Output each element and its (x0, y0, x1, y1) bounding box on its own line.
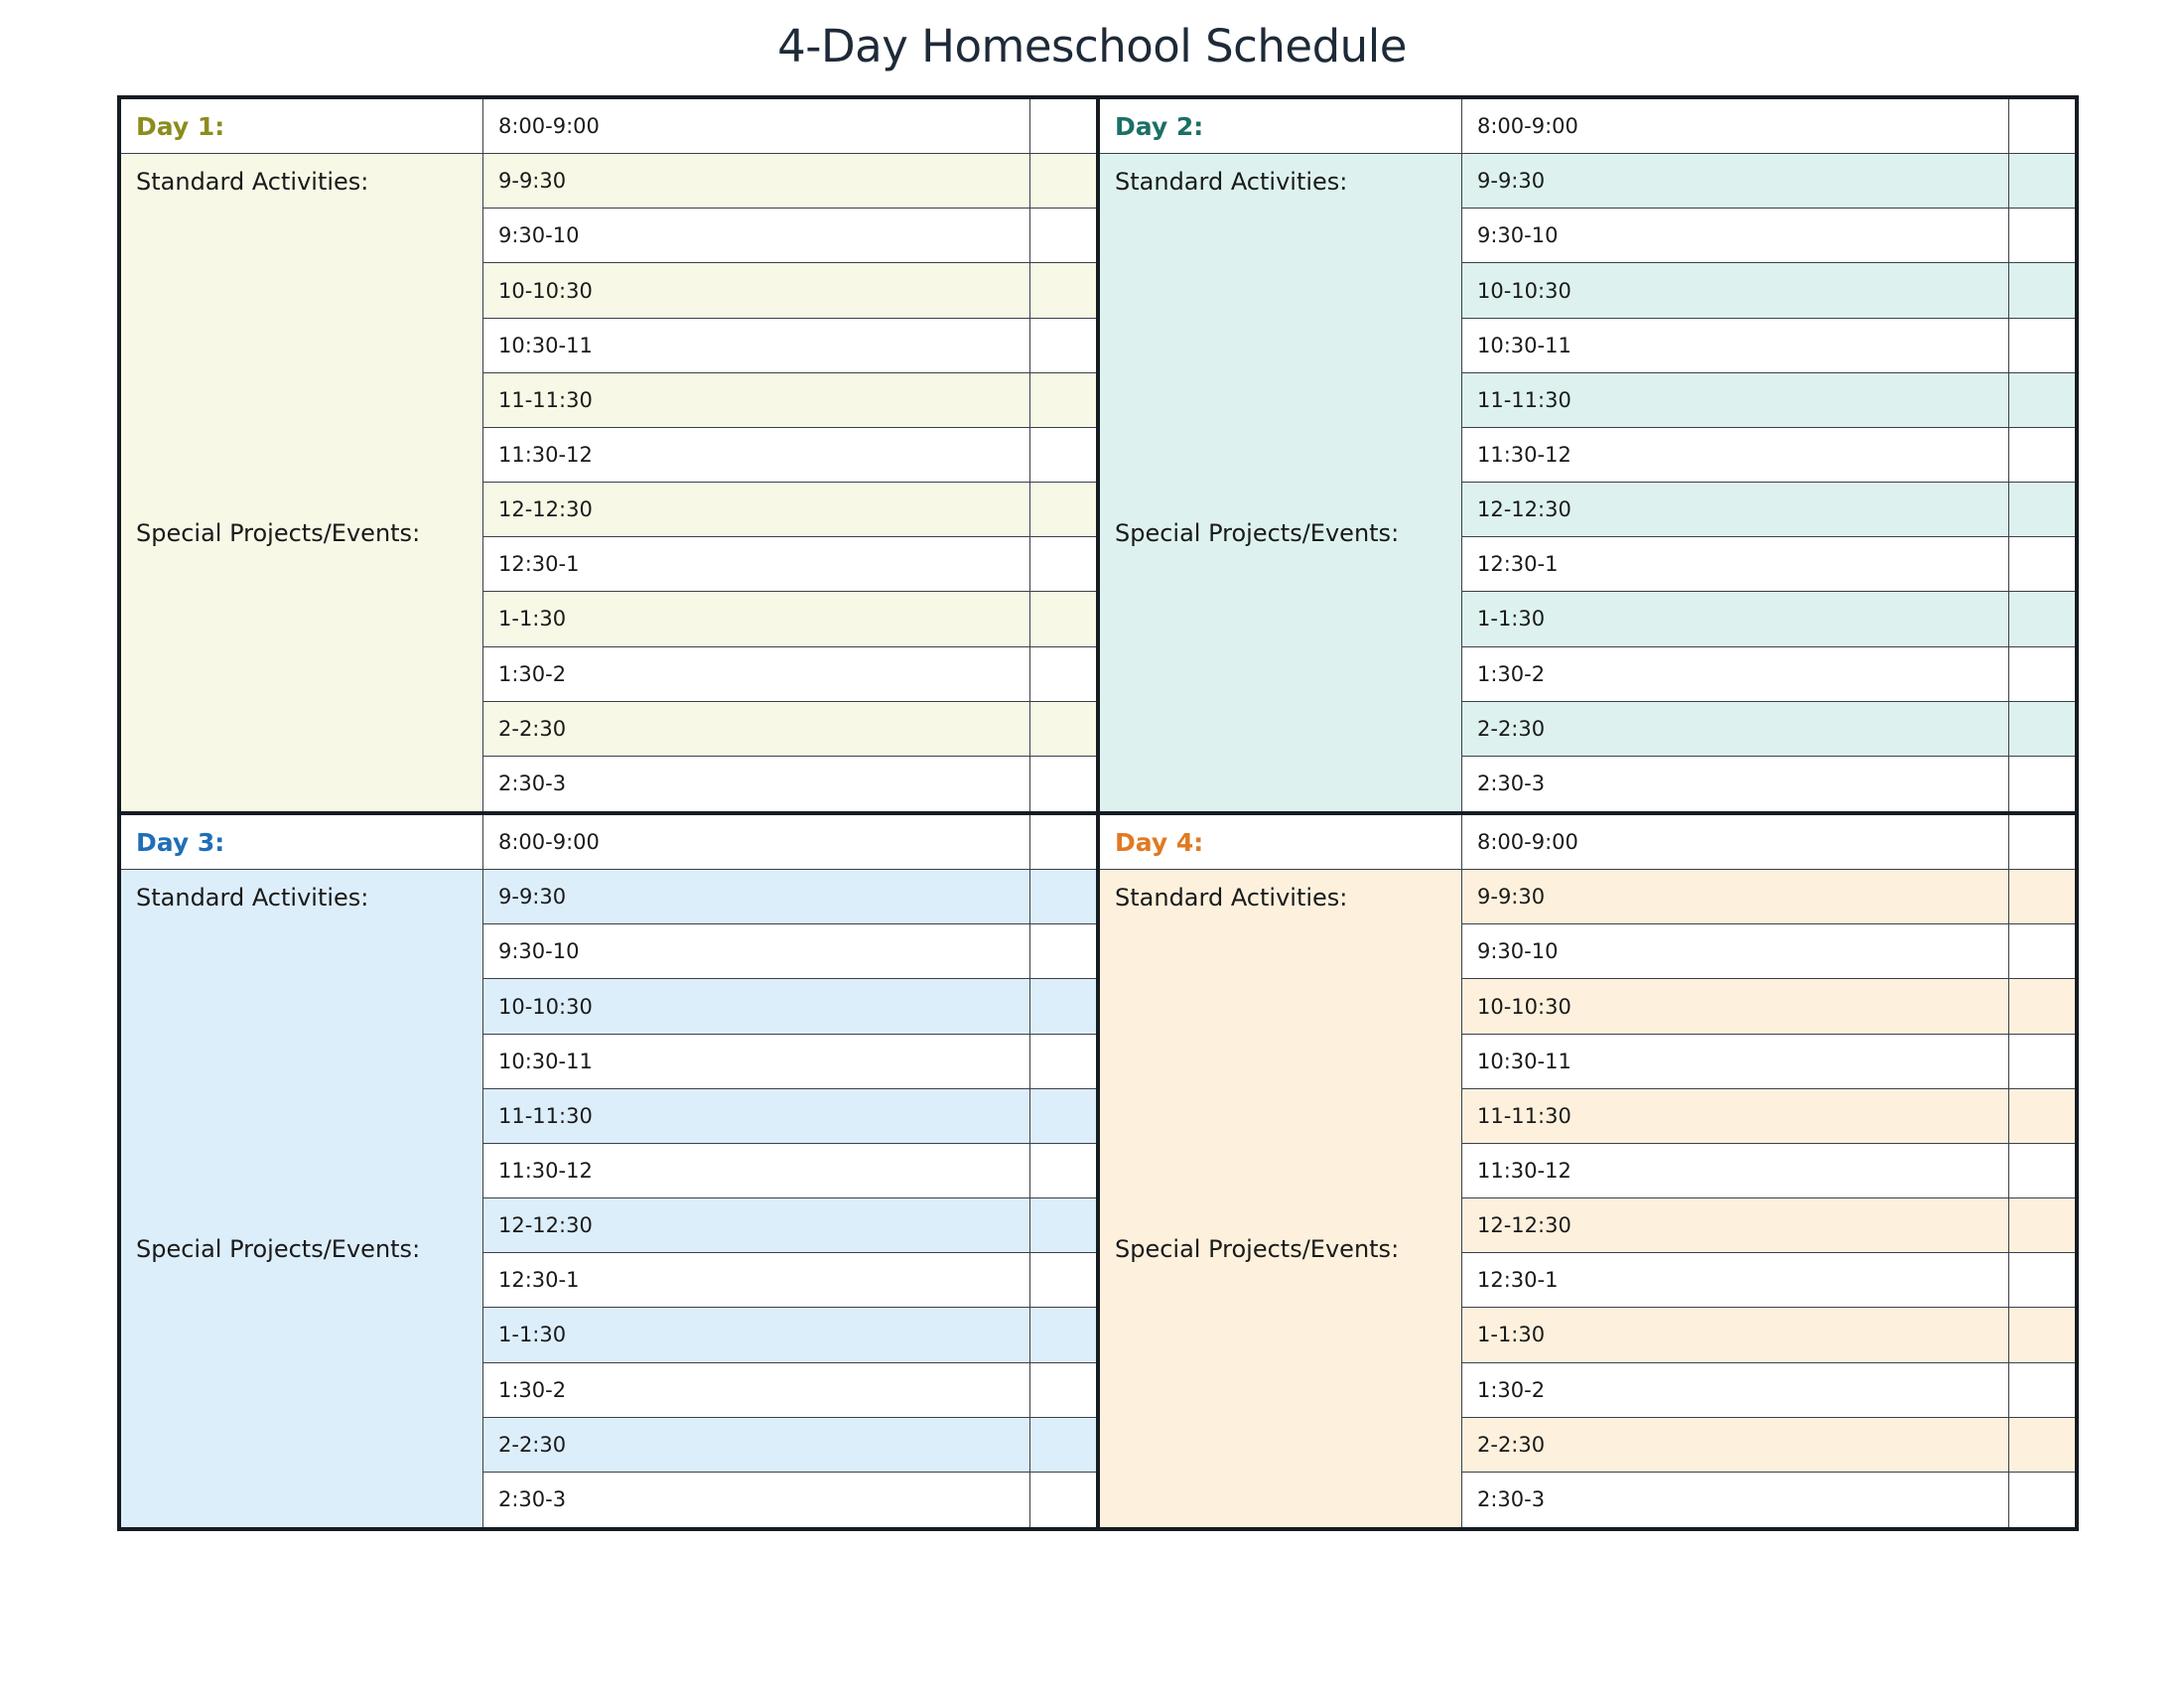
time-slot: 10-10:30 (1462, 979, 2009, 1034)
time-slot: 10:30-11 (1462, 1035, 2009, 1089)
day-label: Day 1: (121, 99, 483, 154)
time-slot: 8:00-9:00 (1462, 99, 2009, 154)
check-cell[interactable] (1030, 154, 1096, 209)
time-slot: 12-12:30 (1462, 483, 2009, 537)
check-cell[interactable] (2009, 979, 2075, 1034)
time-slot: 11-11:30 (1462, 373, 2009, 428)
time-slot: 11-11:30 (483, 373, 1030, 428)
time-slot: 8:00-9:00 (1462, 815, 2009, 870)
day-label: Day 4: (1100, 815, 1462, 870)
check-cell[interactable] (2009, 1253, 2075, 1308)
check-cell[interactable] (1030, 1418, 1096, 1473)
check-cell[interactable] (1030, 483, 1096, 537)
check-cell[interactable] (1030, 99, 1096, 154)
time-slot: 11:30-12 (1462, 1144, 2009, 1198)
check-cell[interactable] (1030, 1308, 1096, 1362)
time-slot: 11:30-12 (1462, 428, 2009, 483)
time-slot: 2-2:30 (483, 702, 1030, 757)
check-cell[interactable] (1030, 979, 1096, 1034)
time-slot: 9-9:30 (1462, 870, 2009, 924)
check-cell[interactable] (2009, 1089, 2075, 1144)
time-slot: 9-9:30 (1462, 154, 2009, 209)
standard-activities-label: Standard Activities: (1115, 168, 1348, 197)
check-cell[interactable] (1030, 702, 1096, 757)
day-block (121, 99, 1098, 813)
time-slot: 12:30-1 (1462, 537, 2009, 592)
check-cell[interactable] (2009, 209, 2075, 263)
time-slot: 2-2:30 (1462, 1418, 2009, 1473)
check-cell[interactable] (2009, 1198, 2075, 1253)
check-cell[interactable] (1030, 924, 1096, 979)
check-cell[interactable] (1030, 1198, 1096, 1253)
check-cell[interactable] (1030, 263, 1096, 318)
time-slot: 11:30-12 (483, 428, 1030, 483)
check-cell[interactable] (2009, 1363, 2075, 1418)
time-slot: 12:30-1 (1462, 1253, 2009, 1308)
schedule-grid (117, 95, 2079, 1531)
time-slot: 10:30-11 (483, 1035, 1030, 1089)
check-cell[interactable] (2009, 1418, 2075, 1473)
check-cell[interactable] (2009, 263, 2075, 318)
check-cell[interactable] (1030, 1035, 1096, 1089)
time-slot: 1-1:30 (1462, 1308, 2009, 1362)
special-projects-label: Special Projects/Events: (136, 519, 421, 548)
time-slot: 9:30-10 (1462, 924, 2009, 979)
check-cell[interactable] (2009, 592, 2075, 646)
time-slot: 8:00-9:00 (483, 815, 1030, 870)
check-cell[interactable] (2009, 483, 2075, 537)
check-cell[interactable] (2009, 702, 2075, 757)
check-cell[interactable] (2009, 1144, 2075, 1198)
time-slot: 2-2:30 (483, 1418, 1030, 1473)
check-cell[interactable] (2009, 815, 2075, 870)
check-cell[interactable] (1030, 428, 1096, 483)
page-title: 4-Day Homeschool Schedule (777, 20, 1407, 72)
time-slot: 12-12:30 (1462, 1198, 2009, 1253)
check-cell[interactable] (1030, 1473, 1096, 1527)
time-slot: 1-1:30 (483, 1308, 1030, 1362)
check-cell[interactable] (2009, 647, 2075, 702)
time-slot: 8:00-9:00 (483, 99, 1030, 154)
day-label: Day 3: (121, 815, 483, 870)
activity-notes-area[interactable] (121, 870, 483, 1527)
time-slot: 12-12:30 (483, 1198, 1030, 1253)
check-cell[interactable] (2009, 99, 2075, 154)
time-slot: 2-2:30 (1462, 702, 2009, 757)
check-cell[interactable] (2009, 870, 2075, 924)
standard-activities-label: Standard Activities: (136, 884, 369, 913)
time-slot: 1-1:30 (483, 592, 1030, 646)
check-cell[interactable] (2009, 373, 2075, 428)
check-cell[interactable] (1030, 1144, 1096, 1198)
day-block (1098, 99, 2075, 813)
check-cell[interactable] (2009, 537, 2075, 592)
activity-notes-area[interactable] (1100, 154, 1462, 811)
day-block (1098, 813, 2075, 1527)
check-cell[interactable] (2009, 319, 2075, 373)
time-slot: 2:30-3 (1462, 757, 2009, 811)
check-cell[interactable] (1030, 209, 1096, 263)
time-slot: 10-10:30 (483, 263, 1030, 318)
check-cell[interactable] (2009, 1035, 2075, 1089)
time-slot: 11-11:30 (483, 1089, 1030, 1144)
check-cell[interactable] (1030, 757, 1096, 811)
time-slot: 11:30-12 (483, 1144, 1030, 1198)
time-slot: 9:30-10 (483, 924, 1030, 979)
time-slot: 9-9:30 (483, 870, 1030, 924)
special-projects-label: Special Projects/Events: (136, 1235, 421, 1264)
time-slot: 9:30-10 (483, 209, 1030, 263)
check-cell[interactable] (1030, 1253, 1096, 1308)
time-slot: 2:30-3 (483, 757, 1030, 811)
check-cell[interactable] (1030, 647, 1096, 702)
check-cell[interactable] (1030, 592, 1096, 646)
time-slot: 2:30-3 (1462, 1473, 2009, 1527)
standard-activities-label: Standard Activities: (136, 168, 369, 197)
time-slot: 10-10:30 (483, 979, 1030, 1034)
time-slot: 10-10:30 (1462, 263, 2009, 318)
time-slot: 11-11:30 (1462, 1089, 2009, 1144)
time-slot: 1:30-2 (1462, 647, 2009, 702)
time-slot: 12-12:30 (483, 483, 1030, 537)
activity-notes-area[interactable] (1100, 870, 1462, 1527)
time-slot: 10:30-11 (483, 319, 1030, 373)
special-projects-label: Special Projects/Events: (1115, 519, 1400, 548)
time-slot: 10:30-11 (1462, 319, 2009, 373)
check-cell[interactable] (1030, 1363, 1096, 1418)
check-cell[interactable] (2009, 924, 2075, 979)
check-cell[interactable] (1030, 373, 1096, 428)
check-cell[interactable] (1030, 319, 1096, 373)
check-cell[interactable] (2009, 154, 2075, 209)
check-cell[interactable] (2009, 757, 2075, 811)
time-slot: 9-9:30 (483, 154, 1030, 209)
check-cell[interactable] (1030, 1089, 1096, 1144)
check-cell[interactable] (1030, 815, 1096, 870)
time-slot: 1:30-2 (483, 1363, 1030, 1418)
time-slot: 2:30-3 (483, 1473, 1030, 1527)
special-projects-label: Special Projects/Events: (1115, 1235, 1400, 1264)
time-slot: 12:30-1 (483, 537, 1030, 592)
time-slot: 9:30-10 (1462, 209, 2009, 263)
time-slot: 12:30-1 (483, 1253, 1030, 1308)
time-slot: 1:30-2 (1462, 1363, 2009, 1418)
day-label: Day 2: (1100, 99, 1462, 154)
time-slot: 1-1:30 (1462, 592, 2009, 646)
check-cell[interactable] (1030, 870, 1096, 924)
check-cell[interactable] (1030, 537, 1096, 592)
standard-activities-label: Standard Activities: (1115, 884, 1348, 913)
check-cell[interactable] (2009, 1473, 2075, 1527)
activity-notes-area[interactable] (121, 154, 483, 811)
check-cell[interactable] (2009, 1308, 2075, 1362)
check-cell[interactable] (2009, 428, 2075, 483)
day-block (121, 813, 1098, 1527)
time-slot: 1:30-2 (483, 647, 1030, 702)
